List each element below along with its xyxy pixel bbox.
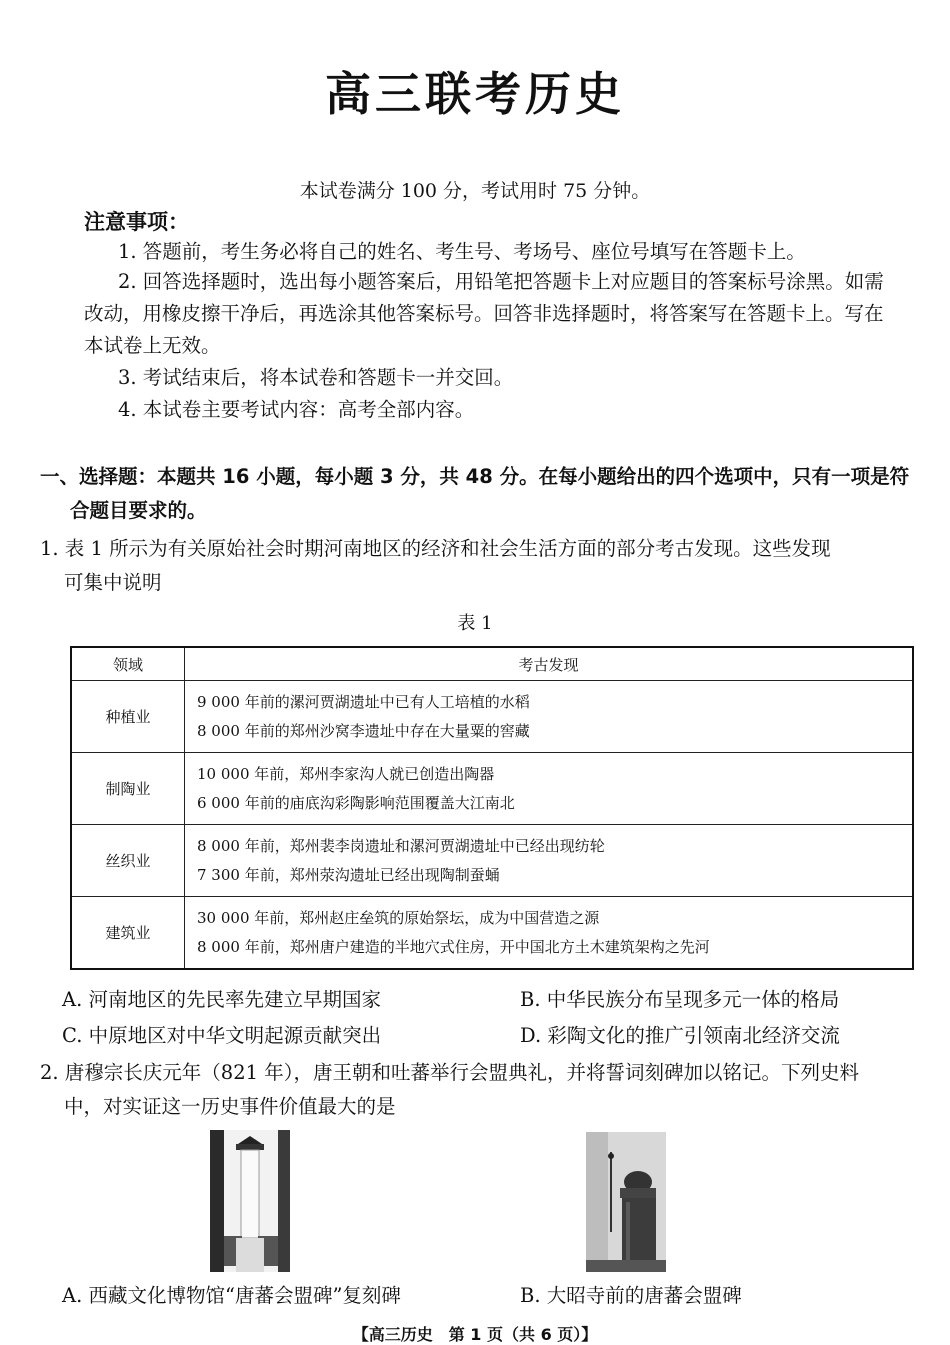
q1-option-a[interactable]: A. 河南地区的先民率先建立早期国家 — [62, 988, 381, 1011]
finding-line: 8 000 年前，郑州唐户建造的半地穴式住房，开中国北方土木建筑架构之先河 — [197, 937, 710, 956]
q1-option-c[interactable]: C. 中原地区对中华文明起源贡献突出 — [62, 1024, 382, 1047]
table-header-domain: 领域 — [71, 647, 185, 681]
table-row — [71, 753, 913, 825]
table-cell-findings — [185, 681, 914, 753]
table-row — [71, 825, 913, 897]
replica-stele-photo — [210, 1130, 290, 1272]
notice-item-3: 3. 考试结束后，将本试卷和答题卡一并交回。 — [118, 366, 514, 389]
notice-item-1: 1. 答题前，考生务必将自己的姓名、考生号、考场号、座位号填写在答题卡上。 — [118, 240, 806, 263]
notice-item-4: 4. 本试卷主要考试内容：高考全部内容。 — [118, 398, 475, 421]
table-header-findings: 考古发现 — [185, 647, 914, 681]
question-1-line1: 1. 表 1 所示为有关原始社会时期河南地区的经济和社会生活方面的部分考古发现。这些发现 — [40, 537, 831, 560]
table-cell-findings — [185, 825, 914, 897]
q1-option-d[interactable]: D. 彩陶文化的推广引领南北经济交流 — [520, 1024, 840, 1047]
table-row — [71, 897, 913, 970]
question-1-stem — [40, 532, 930, 600]
section-heading-line2: 合题目要求的。 — [70, 499, 207, 522]
table-row — [71, 681, 913, 753]
finding-line: 6 000 年前的庙底沟彩陶影响范围覆盖大江南北 — [197, 793, 515, 812]
question-2-stem — [40, 1056, 930, 1124]
question-2-line1: 2. 唐穆宗长庆元年（821 年），唐王朝和吐蕃举行会盟典礼，并将誓词刻碑加以铭记。下列史料 — [40, 1061, 859, 1084]
jokhang-stele-photo — [586, 1132, 666, 1272]
section-heading — [40, 460, 930, 528]
finding-line: 30 000 年前，郑州赵庄垒筑的原始祭坛，成为中国营造之源 — [197, 908, 600, 927]
finding-line: 7 300 年前，郑州荥沟遗址已经出现陶制蚕蛹 — [197, 865, 500, 884]
finding-line: 8 000 年前的郑州沙窝李遗址中存在大量粟的窖藏 — [197, 721, 530, 740]
section-heading-line1: 一、选择题：本题共 16 小题，每小题 3 分，共 48 分。在每小题给出的四个选项中，只有一项是符 — [40, 465, 910, 488]
question-1-line2: 可集中说明 — [64, 571, 162, 594]
page-footer: 【高三历史 第 1 页（共 6 页）】 — [352, 1325, 598, 1344]
finding-line: 8 000 年前，郑州裴李岗遗址和漯河贾湖遗址中已经出现纺轮 — [197, 836, 605, 855]
table-cell-findings — [185, 897, 914, 970]
notice-heading: 注意事项： — [84, 210, 189, 234]
table-cell-domain: 制陶业 — [71, 753, 185, 825]
finding-line: 10 000 年前，郑州李家沟人就已创造出陶器 — [197, 764, 495, 783]
q2-option-b[interactable]: B. 大昭寺前的唐蕃会盟碑 — [520, 1284, 742, 1307]
q2-option-a[interactable]: A. 西藏文化博物馆“唐蕃会盟碑”复刻碑 — [62, 1284, 401, 1307]
table-header-row — [71, 647, 913, 681]
page-title: 高三联考历史 — [325, 67, 625, 121]
exam-info: 本试卷满分 100 分，考试用时 75 分钟。 — [299, 180, 651, 202]
q1-option-b[interactable]: B. 中华民族分布呈现多元一体的格局 — [520, 988, 840, 1011]
table-cell-domain: 丝织业 — [71, 825, 185, 897]
notice-item-2: 2. 回答选择题时，选出每小题答案后，用铅笔把答题卡上对应题目的答案标号涂黑。如需改动，用橡皮擦干净后，再选涂其他答案标号。回答非选择题时，将答案写在答题卡上。写在本试卷上无效。 — [84, 270, 884, 357]
table-cell-domain: 种植业 — [71, 681, 185, 753]
archaeology-table — [70, 646, 914, 970]
finding-line: 9 000 年前的漯河贾湖遗址中已有人工培植的水稻 — [197, 692, 530, 711]
table-cell-domain: 建筑业 — [71, 897, 185, 970]
question-2-line2: 中，对实证这一历史事件价值最大的是 — [64, 1095, 396, 1118]
table-cell-findings — [185, 753, 914, 825]
table-caption: 表 1 — [457, 613, 493, 634]
